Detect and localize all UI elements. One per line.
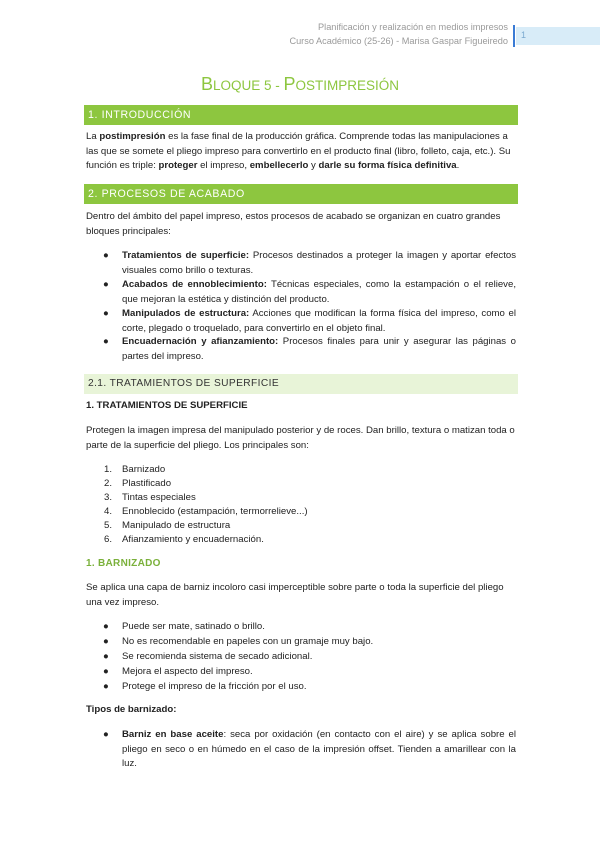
bullet-icon: ● [103,666,109,677]
list-item-text [122,278,516,307]
bullet-icon: ● [103,729,109,740]
list-item-body: Acciones que modifican la forma física del impreso, como el corte, plegado o troquelado, para convertirlo en el objeto final. [122,308,516,334]
bullet-icon: ● [103,681,109,692]
bullet-icon: ● [103,621,109,632]
barnizado-intro: Se aplica una capa de barniz incoloro casi imperceptible sobre parte o toda la superficie del pliego una vez impreso. [86,582,504,608]
intro-bold: embellecerlo [249,160,309,172]
tratamientos-subheading: 1. TRATAMIENTOS DE SUPERFICIE [86,400,248,411]
list-item-text: No es recomendable en papeles con un gramaje muy bajo. [122,636,374,647]
intro-bold: proteger [158,160,198,172]
intro-text: es la fase final de la producción gráfica. Comprende todas las manipulaciones a las que se somete el pliego impreso para convertirlo en el producto final (libro, folleto, caja, etc.). Su función es triple: [86,131,511,172]
list-item-text: Puede ser mate, satinado o brillo. [122,621,265,632]
barnizado-heading: 1. BARNIZADO [86,558,161,569]
list-item-text: Protege el impreso de la fricción por el uso. [122,681,307,692]
list-item-text [122,728,516,772]
list-item-body: Procesos destinados a proteger la imagen y aportar efectos visuales como brillo o texturas. [122,250,516,276]
item-text: Plastificado [122,478,172,489]
list-item-text [122,335,516,364]
bullet-icon: ● [103,250,109,261]
item-number: 2. [104,478,113,489]
item-text: Afianzamiento y encuadernación. [122,534,264,545]
item-number: 4. [104,506,113,517]
item-number: 3. [104,492,113,503]
item-text: Tintas especiales [122,492,196,503]
running-header [289,20,508,48]
list-item-text: Se recomienda sistema de secado adicional. [122,651,313,662]
title-small-caps-1: LOQUE 5 - [212,78,284,93]
list-item-text [122,307,516,336]
header-divider [513,25,515,47]
procesos-intro: Dentro del ámbito del papel impreso, estos procesos de acabado se organizan en cuatro grandes bloques principales: [86,211,501,237]
list-item-bold: Tratamientos de superficie: [122,250,250,261]
list-item-bold: Encuadernación y afianzamiento: [122,336,279,347]
intro-text: el impreso, [197,160,250,172]
list-item-bold: Acabados de ennoblecimiento: [122,279,267,290]
subsection-heading-tratamientos: 2.1. TRATAMIENTOS DE SUPERFICIE [84,374,518,394]
tipos-heading: Tipos de barnizado: [86,704,177,715]
list-item-text [122,249,516,278]
section-heading-intro: 1. INTRODUCCIÓN [84,105,518,125]
list-item-text: Mejora el aspecto del impreso. [122,666,253,677]
header-course-info: Curso Académico (25-26) - Marisa Gaspar Figueiredo [289,36,508,46]
section-heading-procesos: 2. PROCESOS DE ACABADO [84,184,518,204]
bullet-icon: ● [103,308,109,319]
title-cap-b: B [200,74,213,94]
bullet-icon: ● [103,651,109,662]
title-small-caps-2: OSTIMPRESIÓN [295,78,400,93]
page-number: 1 [521,30,527,40]
list-item-bold: Manipulados de estructura: [122,308,250,319]
intro-text: . [456,160,460,172]
page-number-box [516,27,600,45]
bullet-icon: ● [103,279,109,290]
bullet-icon: ● [103,636,109,647]
list-item-body: Procesos finales para unir y asegurar las páginas o partes del impreso. [122,336,516,362]
tratamientos-intro: Protegen la imagen impresa del manipulado posterior y de roces. Dan brillo, textura o matizan toda o parte de la superficie del pliego. Los principales son: [86,425,515,451]
list-item-body: Técnicas especiales, como la estampación o el relieve, que mejoran la estética y distinción del producto. [122,279,516,305]
item-number: 5. [104,520,113,531]
bullet-icon: ● [103,336,109,347]
item-number: 6. [104,534,113,545]
header-course-title: Planificación y realización en medios impresos [318,22,508,32]
intro-bold: darle su forma física definitiva [318,160,457,172]
list-item-bold: Barniz en base aceite [122,729,224,740]
intro-paragraph [86,130,516,174]
intro-text: La [86,131,100,142]
item-number: 1. [104,464,113,475]
list-item-body: : seca por oxidación (en contacto con el aire) y se aplica sobre el pliego en seco o en húmedo en el caso de la impresión offset. Tienden a amarillear con la luz. [122,729,516,770]
title-cap-p: P [283,74,296,94]
item-text: Barnizado [122,464,166,475]
intro-bold: postimpresión [99,131,166,142]
page-title [0,74,600,95]
item-text: Ennoblecido (estampación, termorrelieve...) [122,506,308,517]
item-text: Manipulado de estructura [122,520,231,531]
intro-text: y [308,160,319,172]
